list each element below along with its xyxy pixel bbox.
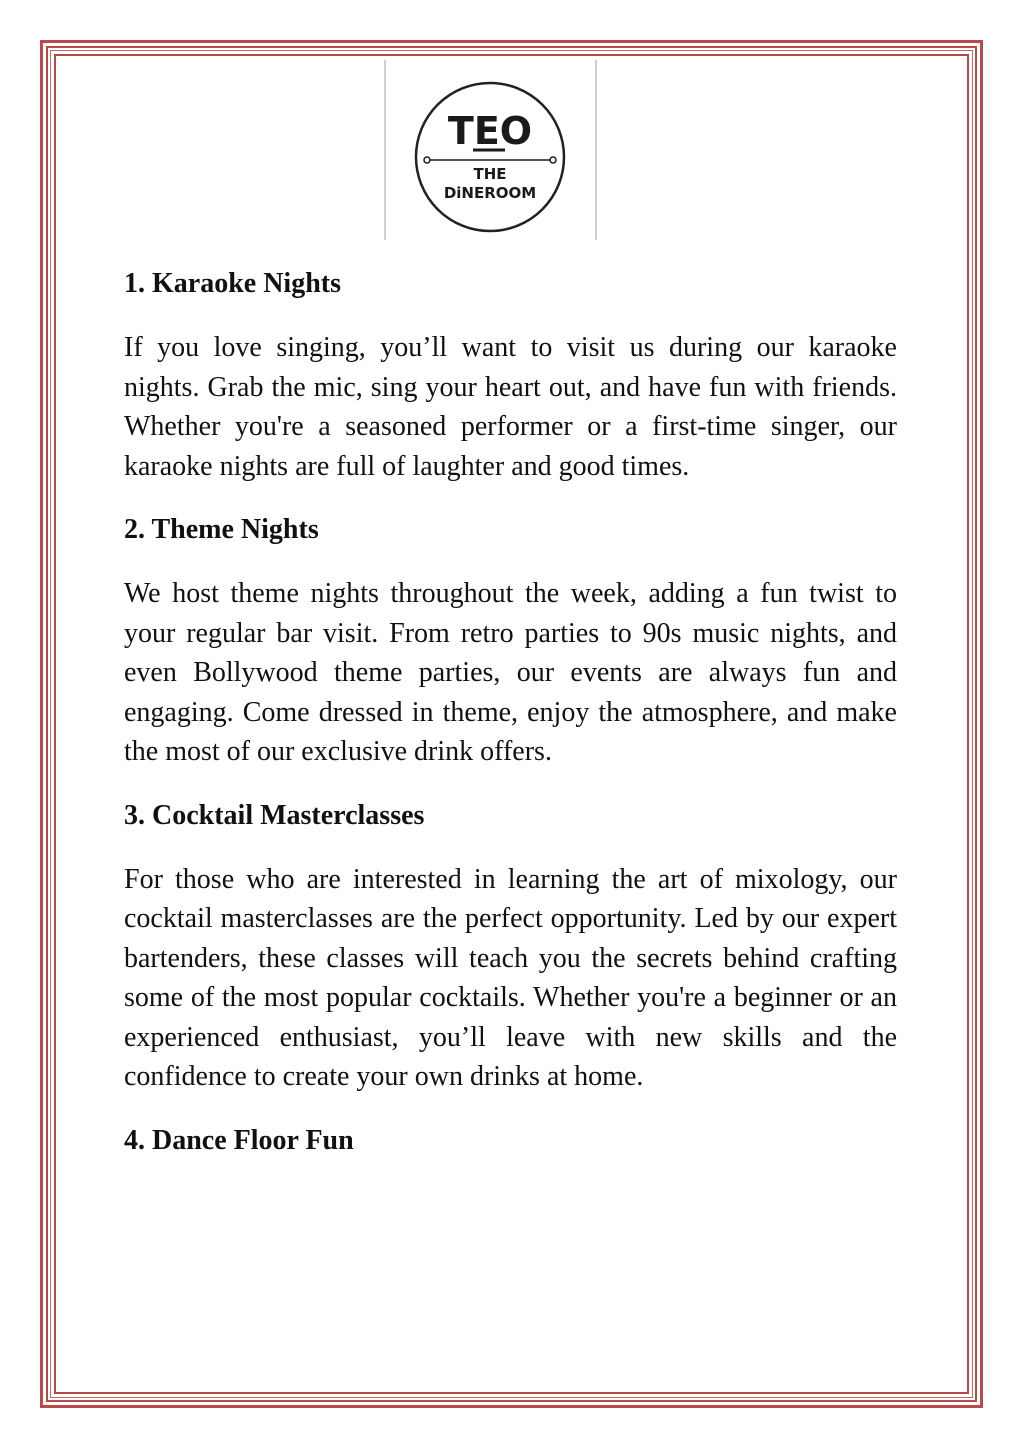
section-heading-cocktail: 3. Cocktail Masterclasses [124,799,425,831]
logo-line-1: THE [473,165,507,183]
logo-divider-right [595,60,597,240]
logo-title: TEO [447,109,533,153]
section-body-karaoke: If you love singing, you’ll want to visit us during our karaoke nights. Grab the mic, sing your heart out, and have fun with friends. Whether you're a seasoned performer or a first-time singer, our karaoke nights are full of laughter and good times. [124,332,897,482]
section-body-theme: We host theme nights throughout the week, adding a fun twist to your regular bar visit. From retro parties to 90s music nights, and even Bollywood theme parties, our events are always fun and engaging. Come dressed in theme, enjoy the atmosphere, and make the most of our exclusive drink offers. [124,578,897,767]
section-heading-dance: 4. Dance Floor Fun [124,1124,354,1156]
logo-line-2: DiNEROOM [443,184,537,202]
section-body-cocktail: For those who are interested in learning the art of mixology, our cocktail masterclasses are the perfect opportunity. Led by our expert bartenders, these classes will teach you the secrets behind crafting some of the most popular cocktails. Whether you're a beginner or an experienced enthusiast, you’ll leave with new skills and the confidence to create your own drinks at home. [124,863,897,1092]
section-heading-theme: 2. Theme Nights [124,514,319,545]
section-heading-karaoke: 1. Karaoke Nights [124,268,341,299]
article-content [124,264,897,1185]
logo-divider-left [384,60,386,240]
teo-dineroom-logo [413,80,567,234]
